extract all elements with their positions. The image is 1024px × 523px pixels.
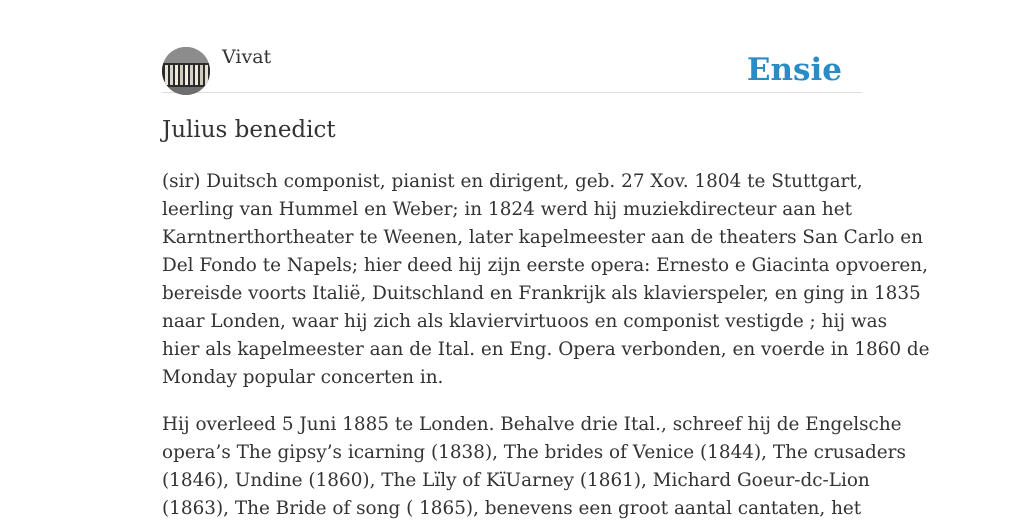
header	[162, 0, 862, 93]
page-title: Julius benedict	[162, 117, 336, 143]
book-spines-icon	[162, 47, 210, 95]
paragraph-line: Monday popular concerten in.	[162, 367, 444, 388]
brand-logo[interactable]: Ensie	[746, 52, 842, 88]
paragraph-line: (1846), Undine (1860), The Lïly of KïUarney (1861), Michard Goeur-dc-Lion	[162, 470, 870, 491]
paragraph-line: leerling van Hummel en Weber; in 1824 werd hij muziekdirecteur aan het	[162, 199, 852, 220]
article-paragraph-1	[162, 168, 930, 392]
source-name[interactable]: Vivat	[222, 46, 272, 68]
paragraph-line: opera’s The gipsy’s icarning (1838), The brides of Venice (1844), The crusaders	[162, 442, 906, 463]
paragraph-line: naar Londen, waar hij zich als klaviervirtuoos en componist vestigde ; hij was	[162, 311, 888, 332]
paragraph-line: (sir) Duitsch componist, pianist en dirigent, geb. 27 Xov. 1804 te Stuttgart,	[162, 171, 863, 192]
paragraph-line: Karntnerthortheater te Weenen, later kapelmeester aan de theaters San Carlo en	[162, 227, 924, 248]
paragraph-line: (1863), The Bride of song ( 1865), benevens een groot aantal cantaten, het	[162, 498, 862, 519]
paragraph-line: Hij overleed 5 Juni 1885 te Londen. Behalve drie Ital., schreef hij de Engelsche	[162, 414, 902, 435]
paragraph-line: bereisde voorts Italië, Duitschland en Frankrijk als klavierspeler, en ging in 1835	[162, 283, 921, 304]
paragraph-line: Del Fondo te Napels; hier deed hij zijn eerste opera: Ernesto e Giacinta opvoeren,	[162, 255, 928, 276]
article-paragraph-2	[162, 411, 906, 523]
avatar[interactable]	[162, 47, 210, 95]
paragraph-line: hier als kapelmeester aan de Ital. en Eng. Opera verbonden, en voerde in 1860 de	[162, 339, 930, 360]
article-page	[162, 0, 930, 519]
